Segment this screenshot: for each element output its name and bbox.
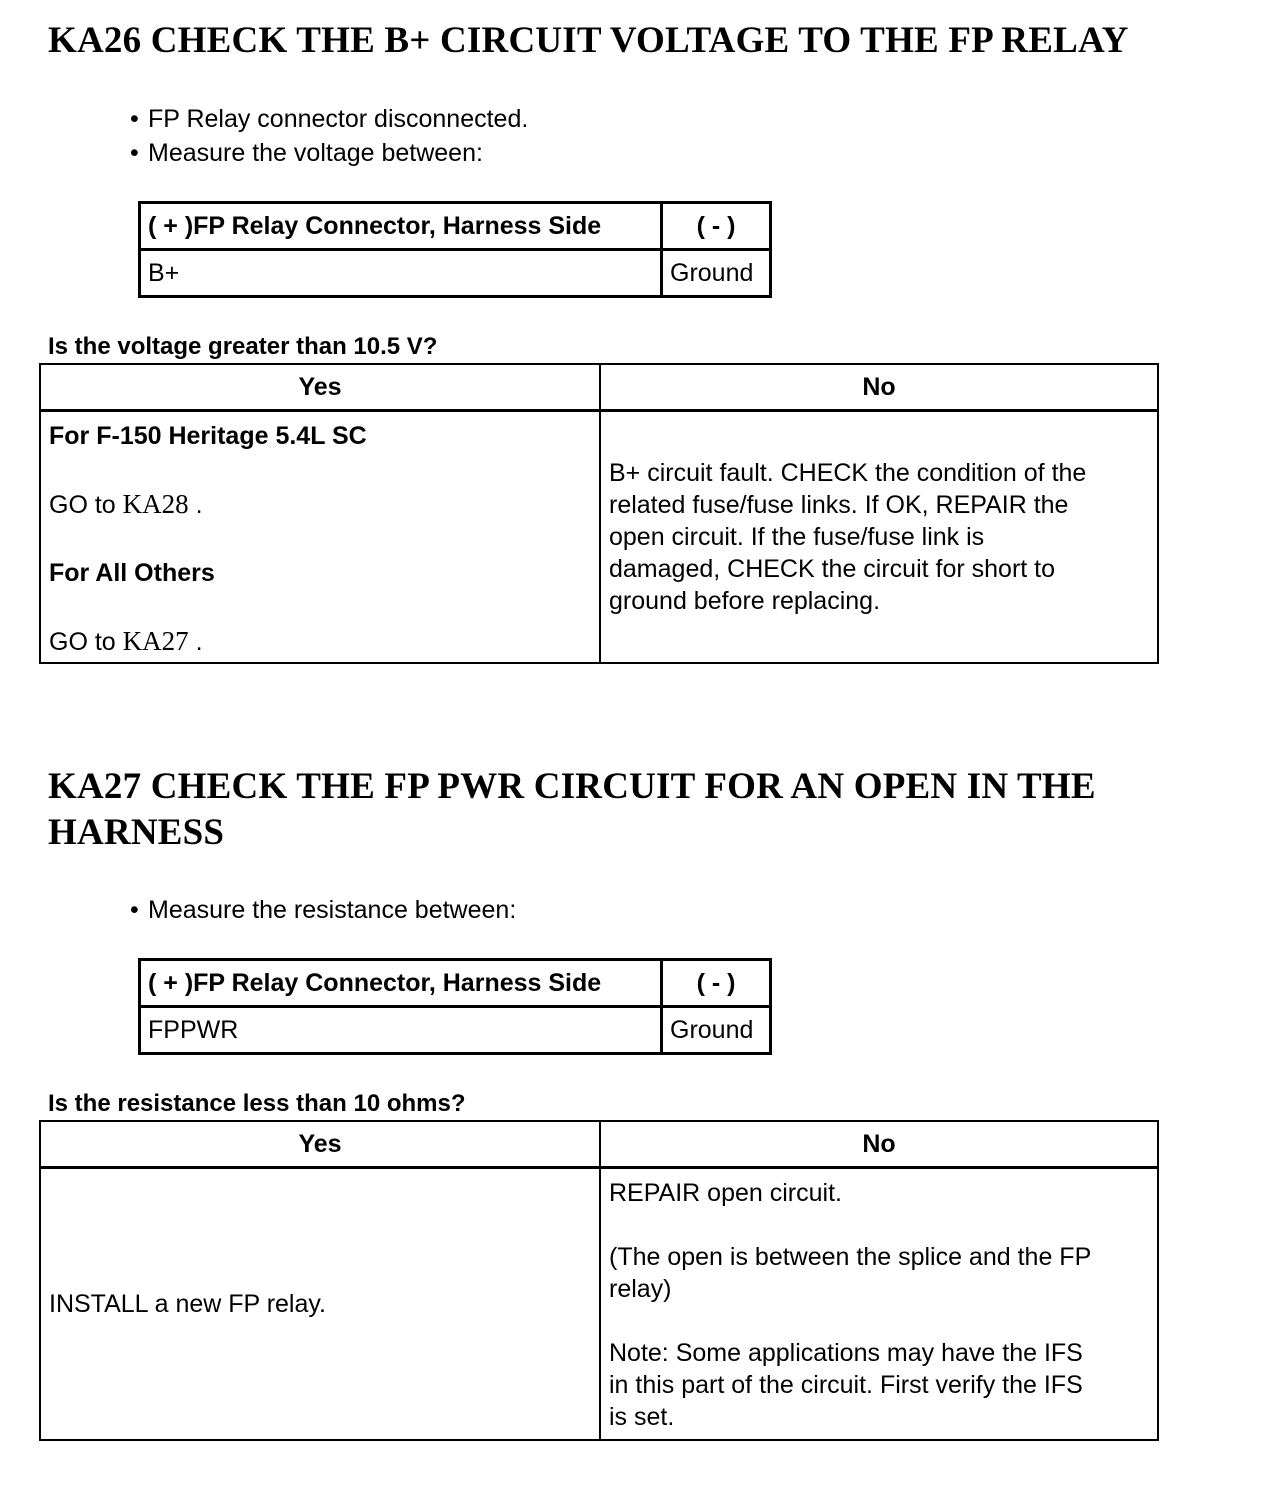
no-text-line: relay): [609, 1275, 672, 1303]
ka27-bullet-list: [130, 893, 516, 927]
ka26-bullet-list: [130, 102, 528, 170]
value-minus: Ground: [662, 1007, 771, 1054]
table-row: [40, 1168, 1158, 1441]
link-ka27[interactable]: KA27: [122, 626, 189, 656]
ka27-question: Is the resistance less than 10 ohms?: [48, 1090, 466, 1117]
link-ka28[interactable]: KA28: [122, 489, 189, 519]
bullet-icon: •: [130, 139, 139, 167]
header-plus: ( + )FP Relay Connector, Harness Side: [140, 203, 662, 250]
no-text-line: related fuse/fuse links. If OK, REPAIR the: [609, 491, 1069, 519]
value-plus: FPPWR: [140, 1007, 662, 1054]
ka27-title-line2: HARNESS: [48, 812, 225, 853]
bullet-text: Measure the voltage between:: [148, 139, 483, 167]
ka26-title: KA26 CHECK THE B+ CIRCUIT VOLTAGE TO THE FP RELAY: [48, 20, 1129, 61]
header-plus: ( + )FP Relay Connector, Harness Side: [140, 960, 662, 1007]
list-item: [130, 136, 528, 170]
table-row: [140, 960, 771, 1007]
header-minus: ( - ): [662, 203, 771, 250]
header-minus: ( - ): [662, 960, 771, 1007]
value-plus: B+: [140, 250, 662, 297]
ka26-measure-table: [138, 201, 772, 298]
ka27-measure-table: [138, 958, 772, 1055]
table-row: [140, 250, 771, 297]
no-text-line: damaged, CHECK the circuit for short to: [609, 555, 1056, 583]
ka27-title: [48, 764, 1096, 856]
no-header: No: [600, 364, 1158, 411]
table-row: [140, 1007, 771, 1054]
ka26-answer-table: [39, 363, 1159, 664]
list-item: [130, 102, 528, 136]
goto-ka28: GO to KA28 .: [49, 489, 203, 519]
bullet-icon: •: [130, 896, 139, 924]
yes-heading-heritage: For F-150 Heritage 5.4L SC: [49, 422, 367, 450]
no-text-line: B+ circuit fault. CHECK the condition of the: [609, 459, 1087, 487]
no-cell: [600, 411, 1158, 664]
bullet-icon: •: [130, 105, 139, 133]
yes-header: Yes: [40, 364, 600, 411]
yes-text: INSTALL a new FP relay.: [49, 1290, 326, 1318]
no-header: No: [600, 1121, 1158, 1168]
goto-ka27: GO to KA27 .: [49, 626, 203, 656]
no-text-line: open circuit. If the fuse/fuse link is: [609, 523, 985, 551]
table-row: [40, 411, 1158, 664]
ka26-question: Is the voltage greater than 10.5 V?: [48, 333, 438, 360]
no-text-line: REPAIR open circuit.: [609, 1179, 842, 1207]
value-minus: Ground: [662, 250, 771, 297]
yes-cell: [40, 411, 600, 664]
no-text-line: is set.: [609, 1403, 675, 1431]
list-item: [130, 893, 516, 927]
yes-heading-others: For All Others: [49, 559, 215, 587]
no-cell: [600, 1168, 1158, 1441]
table-row: [40, 1121, 1158, 1168]
yes-header: Yes: [40, 1121, 600, 1168]
yes-cell: [40, 1168, 600, 1441]
no-text-line: Note: Some applications may have the IFS: [609, 1339, 1083, 1367]
bullet-text: Measure the resistance between:: [148, 896, 517, 924]
ka27-answer-table: [39, 1120, 1159, 1441]
table-row: [140, 203, 771, 250]
ka27-title-line1: KA27 CHECK THE FP PWR CIRCUIT FOR AN OPEN IN THE: [48, 766, 1096, 807]
no-text-line: (The open is between the splice and the FP: [609, 1243, 1092, 1271]
table-row: [40, 364, 1158, 411]
no-text-line: in this part of the circuit. First verify the IFS: [609, 1371, 1083, 1399]
no-text-line: ground before replacing.: [609, 587, 881, 615]
bullet-text: FP Relay connector disconnected.: [148, 105, 529, 133]
